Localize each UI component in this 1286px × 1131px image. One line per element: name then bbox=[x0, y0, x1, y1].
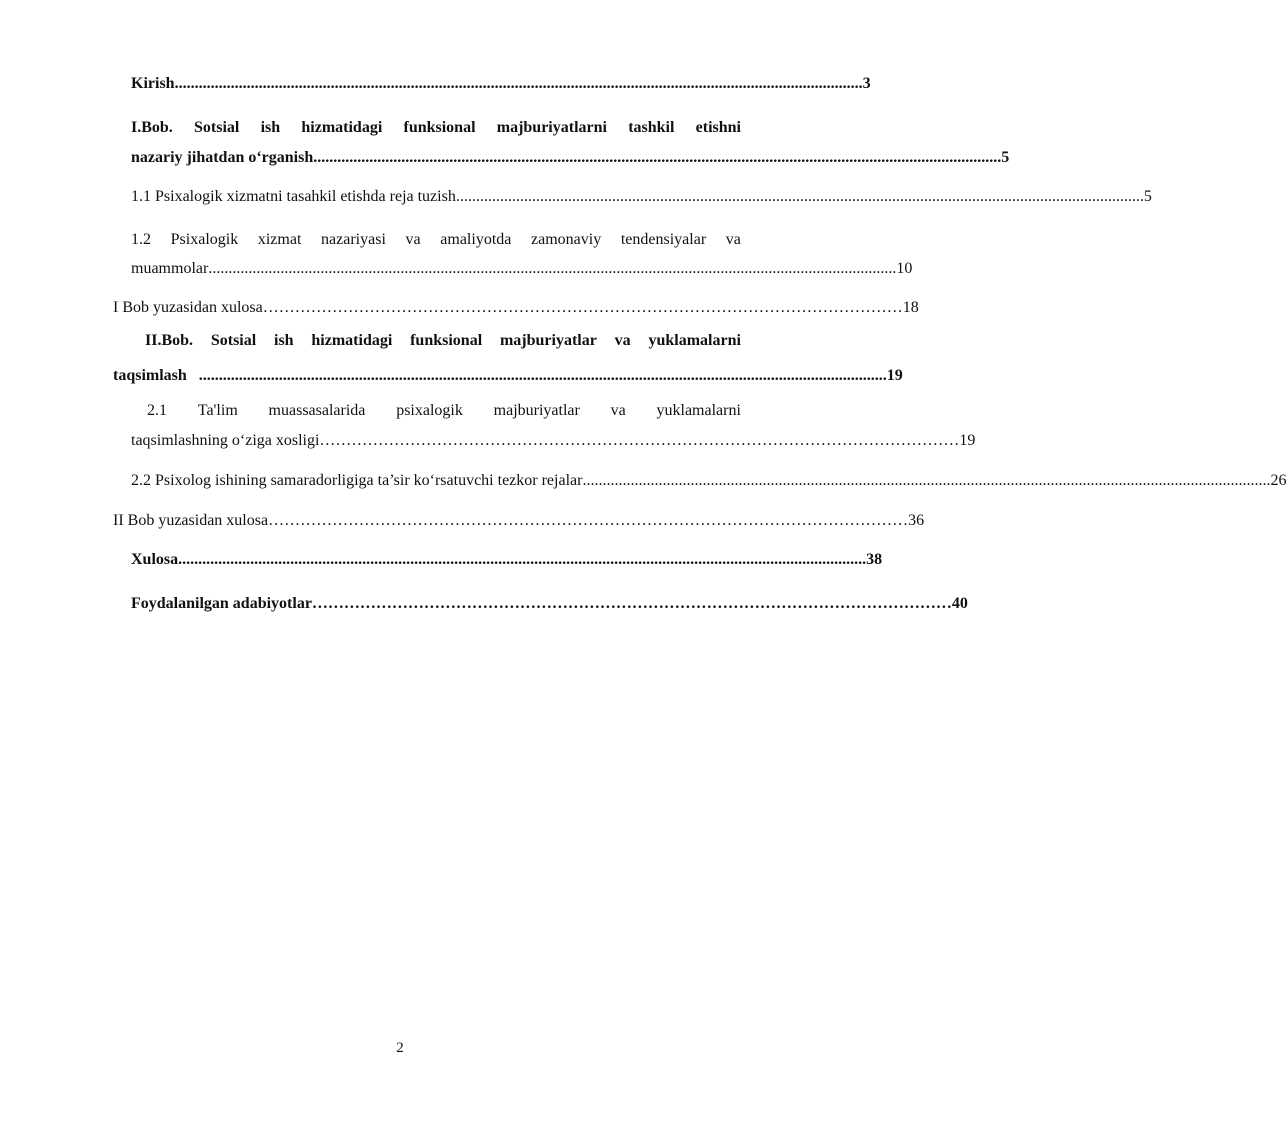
toc-word: majburiyatlar bbox=[499, 332, 597, 349]
toc-entry-title: Xulosa bbox=[131, 551, 179, 568]
toc-word: va bbox=[614, 332, 631, 349]
toc-entry-xulosa[interactable] bbox=[131, 550, 883, 570]
dot-leader: ............................................................................................................................................................................ bbox=[174, 75, 863, 92]
toc-entry-bob1-line1[interactable] bbox=[131, 118, 741, 138]
toc-word: majburiyatlar bbox=[493, 402, 580, 419]
toc-word: Sotsial bbox=[194, 119, 240, 136]
toc-entry-bob1-line2[interactable] bbox=[131, 148, 1010, 168]
toc-entry-bob2-conclusion[interactable] bbox=[113, 511, 925, 531]
toc-entry-page: 3 bbox=[862, 75, 871, 92]
toc-word: funksional bbox=[410, 332, 483, 349]
toc-word: psixalogik bbox=[396, 402, 463, 419]
toc-entry-title: muammolar bbox=[131, 260, 209, 277]
toc-entry-adabiyotlar[interactable] bbox=[131, 594, 968, 614]
page-number: 2 bbox=[396, 1040, 404, 1056]
toc-word: va bbox=[610, 402, 626, 419]
toc-word: 2.1 bbox=[147, 402, 167, 419]
toc-word: hizmatidagi bbox=[301, 119, 383, 136]
toc-word: xizmat bbox=[257, 231, 302, 248]
dot-leader: ………………………………………………………………………………………………………… bbox=[319, 432, 960, 449]
toc-entry-1-1[interactable] bbox=[131, 187, 1152, 207]
dot-leader: ............................................................................................................................................................................ bbox=[455, 188, 1144, 205]
toc-word: yuklamalarni bbox=[648, 332, 741, 349]
dot-leader: ………………………………………………………………………………………………………… bbox=[268, 512, 909, 529]
toc-word: muassasalarida bbox=[268, 402, 366, 419]
dot-leader: ………………………………………………………………………………………………………… bbox=[262, 299, 903, 316]
dot-leader: ............................................................................................................................................................................ bbox=[208, 260, 897, 277]
toc-word: tashkil bbox=[628, 119, 675, 136]
toc-entry-bob2-line1[interactable] bbox=[145, 331, 741, 351]
toc-entry-page: 26 bbox=[1270, 472, 1286, 489]
toc-entry-2-1-line2[interactable] bbox=[131, 431, 976, 451]
toc-entry-page: 19 bbox=[959, 432, 976, 449]
dot-leader: ............................................................................................................................................................................ bbox=[198, 367, 887, 384]
toc-word: ish bbox=[260, 119, 281, 136]
toc-entry-page: 10 bbox=[896, 260, 913, 277]
dot-leader: ............................................................................................................................................................................ bbox=[582, 472, 1271, 489]
toc-entry-title: I Bob yuzasidan xulosa bbox=[113, 299, 263, 316]
toc-entry-2-2[interactable] bbox=[131, 471, 1286, 491]
toc-entry-title: 1.1 Psixalogik xizmatni tasahkil etishda reja tuzish bbox=[131, 188, 456, 205]
toc-word: ish bbox=[274, 332, 294, 349]
toc-entry-page: 5 bbox=[1143, 188, 1152, 205]
toc-word: va bbox=[405, 231, 421, 248]
toc-word: etishni bbox=[695, 119, 741, 136]
toc-entry-2-1-line1[interactable] bbox=[147, 401, 741, 421]
dot-leader: ............................................................................................................................................................................ bbox=[178, 551, 867, 568]
toc-entry-1-2-line1[interactable] bbox=[131, 230, 741, 250]
toc-entry-page: 5 bbox=[1001, 149, 1010, 166]
toc-word: amaliyotda bbox=[440, 231, 512, 248]
toc-entry-title: taqsimlashning o‘ziga xosligi bbox=[131, 432, 320, 449]
toc-entry-title: taqsimlash bbox=[113, 367, 187, 384]
toc-entry-page: 40 bbox=[951, 595, 968, 612]
toc-entry-bob2-line2[interactable] bbox=[113, 366, 903, 386]
toc-word: Ta'lim bbox=[197, 402, 238, 419]
toc-entry-title: II Bob yuzasidan xulosa bbox=[113, 512, 269, 529]
toc-entry-page: 19 bbox=[886, 367, 903, 384]
toc-word: II.Bob. bbox=[145, 332, 194, 349]
toc-word: yuklamalarni bbox=[656, 402, 741, 419]
toc-word: hizmatidagi bbox=[311, 332, 393, 349]
dot-leader: ............................................................................................................................................................................ bbox=[313, 149, 1002, 166]
toc-word: 1.2 bbox=[131, 231, 151, 248]
toc-word: nazariyasi bbox=[321, 231, 386, 248]
toc-word: va bbox=[725, 231, 741, 248]
toc-entry-title: 2.2 Psixolog ishining samaradorligiga ta’sir ko‘rsatuvchi tezkor rejalar bbox=[131, 472, 583, 489]
toc-entry-title: Kirish bbox=[131, 75, 175, 92]
toc-word: Sotsial bbox=[210, 332, 257, 349]
toc-entry-title: Foydalanilgan adabiyotlar bbox=[131, 595, 312, 612]
toc-word: majburiyatlarni bbox=[496, 119, 607, 136]
toc-entry-page: 36 bbox=[908, 512, 925, 529]
toc-word: funksional bbox=[403, 119, 476, 136]
dot-leader: ………………………………………………………………………………………………………… bbox=[311, 595, 952, 612]
toc-entry-kirish[interactable] bbox=[131, 74, 871, 94]
toc-word: I.Bob. bbox=[131, 119, 173, 136]
toc-entry-bob1-conclusion[interactable] bbox=[113, 298, 919, 318]
toc-entry-page: 18 bbox=[902, 299, 919, 316]
toc-word: Psixalogik bbox=[170, 231, 239, 248]
toc-word: zamonaviy bbox=[531, 231, 602, 248]
toc-entry-1-2-line2[interactable] bbox=[131, 259, 913, 279]
toc-entry-title: nazariy jihatdan o‘rganish bbox=[131, 149, 314, 166]
toc-entry-page: 38 bbox=[866, 551, 883, 568]
toc-word: tendensiyalar bbox=[620, 231, 707, 248]
